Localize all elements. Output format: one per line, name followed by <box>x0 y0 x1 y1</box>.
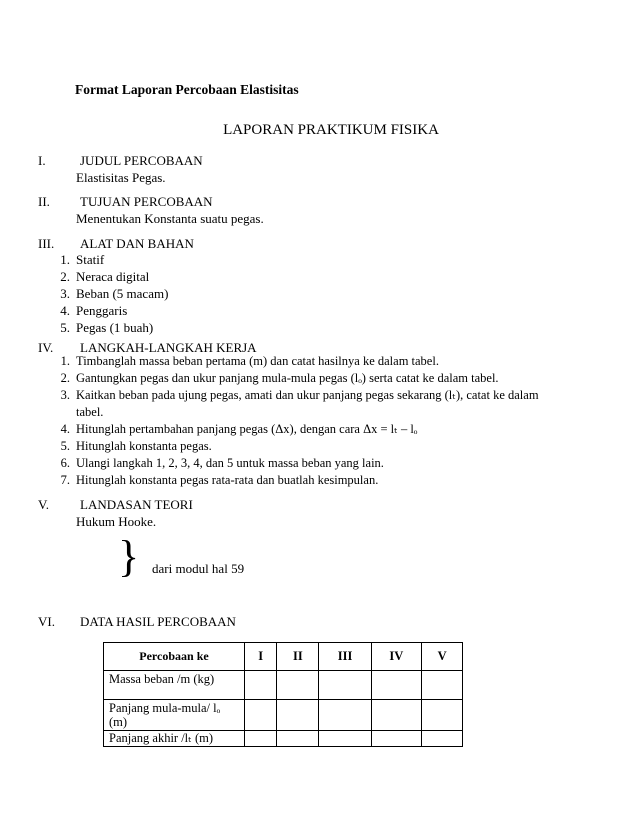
list-item-text: Hitunglah konstanta pegas. <box>76 439 212 453</box>
list-item-text: Pegas (1 buah) <box>76 320 154 335</box>
table-cell[interactable] <box>319 671 371 700</box>
table-cell[interactable] <box>422 671 463 700</box>
module-reference: dari modul hal 59 <box>152 561 245 576</box>
list-item-text: Statif <box>76 252 105 267</box>
list-item-number: 4. <box>60 422 70 436</box>
data-table <box>103 642 463 747</box>
list-item-number: 1. <box>60 354 70 368</box>
list-item-number: 3. <box>60 286 70 301</box>
row-label <box>104 671 245 700</box>
table-header-cell: V <box>422 643 463 671</box>
row-label-text: Panjang mula-mula/ lₒ <box>109 701 221 715</box>
section-4-roman: IV. <box>38 340 54 355</box>
table-row <box>104 700 463 731</box>
format-title: Format Laporan Percobaan Elastisitas <box>75 82 299 97</box>
main-title <box>0 122 638 139</box>
table-cell[interactable] <box>245 731 277 747</box>
table-cell[interactable] <box>371 671 422 700</box>
section-2-title: TUJUAN PERCOBAAN <box>80 194 213 209</box>
list-item-number: 2. <box>60 371 70 385</box>
section-4-title: LANGKAH-LANGKAH KERJA <box>80 340 257 355</box>
list-item-text: Penggaris <box>76 303 128 318</box>
table-header-row <box>104 643 463 671</box>
table-cell[interactable] <box>422 731 463 747</box>
row-label-text: Massa beban /m (kg) <box>109 672 215 686</box>
table-header-cell: Percobaan ke <box>104 643 245 671</box>
list-item-text: Beban (5 macam) <box>76 286 169 301</box>
list-item-number: 7. <box>60 473 70 487</box>
list-item-number: 3. <box>60 388 70 402</box>
section-1-title: JUDUL PERCOBAAN <box>80 153 203 168</box>
list-item-number: 5. <box>60 320 70 335</box>
list-item-number: 6. <box>60 456 70 470</box>
table-cell[interactable] <box>371 731 422 747</box>
section-6-roman: VI. <box>38 614 55 629</box>
section-5-body: Hukum Hooke. <box>76 514 157 529</box>
table-row <box>104 671 463 700</box>
table-cell[interactable] <box>319 700 371 731</box>
table-cell[interactable] <box>245 700 277 731</box>
table-header-cell: II <box>277 643 319 671</box>
row-label-text: Panjang akhir /lₜ (m) <box>109 731 214 745</box>
section-1-roman: I. <box>38 153 46 168</box>
section-5-title: LANDASAN TEORI <box>80 497 193 512</box>
section-5-roman: V. <box>38 497 49 512</box>
list-item-text: Timbanglah massa beban pertama (m) dan catat hasilnya ke dalam tabel. <box>76 354 439 368</box>
list-item-number: 1. <box>60 252 70 267</box>
list-item-number: 2. <box>60 269 70 284</box>
row-label-unit: (m) <box>109 715 128 729</box>
table-cell[interactable] <box>245 671 277 700</box>
table-row <box>104 731 463 747</box>
table-cell[interactable] <box>277 700 319 731</box>
list-item-text: Hitunglah pertambahan panjang pegas (Δx), dengan cara Δx = lₜ – lₒ <box>76 422 418 436</box>
table-cell[interactable] <box>277 671 319 700</box>
table-header-cell: III <box>319 643 371 671</box>
main-title-text: LAPORAN PRAKTIKUM FISIKA <box>223 122 439 138</box>
list-item-text: Hitunglah konstanta pegas rata-rata dan buatlah kesimpulan. <box>76 473 379 487</box>
row-label <box>104 731 245 747</box>
list-item-text: Kaitkan beban pada ujung pegas, amati dan ukur panjang pegas sekarang (lₜ), catat ke dalam <box>76 388 539 402</box>
curly-brace: } <box>118 532 140 581</box>
row-label <box>104 700 245 731</box>
list-item-text: tabel. <box>76 405 104 419</box>
section-3-roman: III. <box>38 236 55 251</box>
list-item-text: Neraca digital <box>76 269 150 284</box>
table-cell[interactable] <box>422 700 463 731</box>
section-3-title: ALAT DAN BAHAN <box>80 236 194 251</box>
list-item-text: Ulangi langkah 1, 2, 3, 4, dan 5 untuk massa beban yang lain. <box>76 456 384 470</box>
section-2-body: Menentukan Konstanta suatu pegas. <box>76 211 264 226</box>
list-item-number: 4. <box>60 303 70 318</box>
section-2-roman: II. <box>38 194 50 209</box>
table-header-cell: I <box>245 643 277 671</box>
section-1-body: Elastisitas Pegas. <box>76 170 166 185</box>
table-cell[interactable] <box>277 731 319 747</box>
list-item-number: 5. <box>60 439 70 453</box>
section-6-title: DATA HASIL PERCOBAAN <box>80 614 236 629</box>
table-cell[interactable] <box>319 731 371 747</box>
list-item-text: Gantungkan pegas dan ukur panjang mula-mula pegas (lₒ) serta catat ke dalam tabel. <box>76 371 499 385</box>
table-header-cell: IV <box>371 643 422 671</box>
table-cell[interactable] <box>371 700 422 731</box>
